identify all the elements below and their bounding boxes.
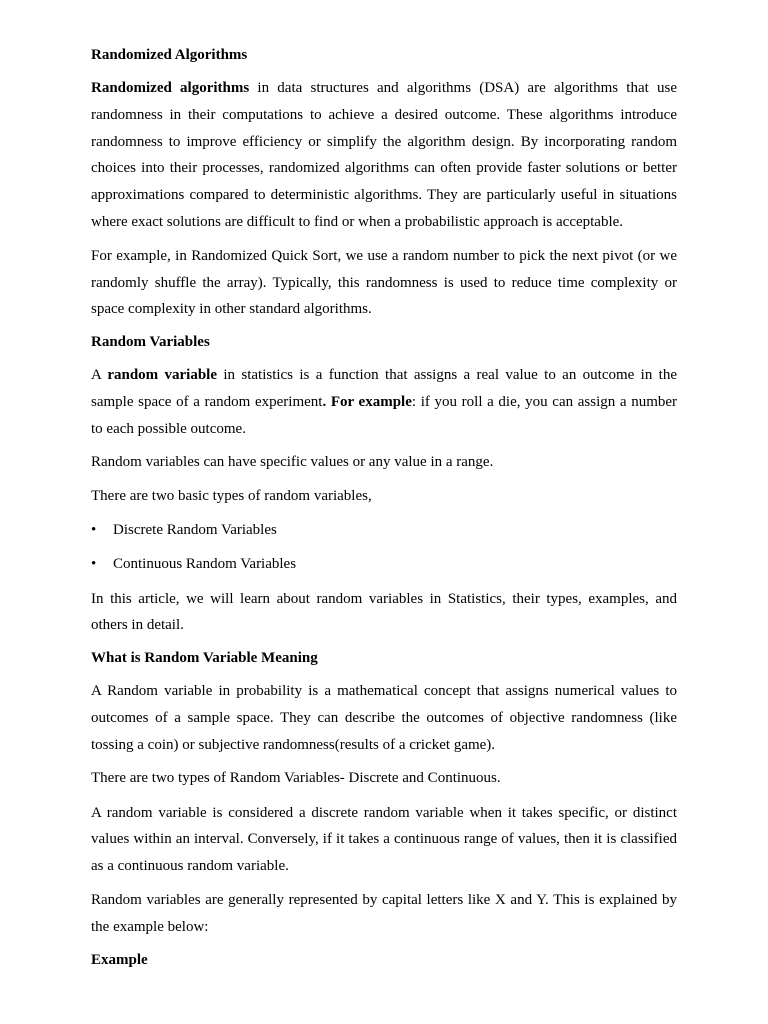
heading-randomized-algorithms: Randomized Algorithms [91,47,248,63]
bullet-icon: • [91,521,97,538]
list-item [91,518,677,542]
paragraph-meaning: A Random variable in probability is a mathematical concept that assigns numerical values to outcomes of a sample space. They can describe the outcomes of objective randomness (like tossing a coin) or subjective randomness(results of a cricket game). [91,683,677,753]
heading-random-variable-meaning: What is Random Variable Meaning [91,650,318,667]
paragraph-types-discrete-continuous: There are two types of Random Variables- Discrete and Continuous. [91,769,501,786]
heading-example: Example [91,951,148,968]
paragraph-discrete-vs-continuous: A random variable is considered a discrete random variable when it takes specific, or distinct values within an interval. Conversely, if it takes a continuous range of values, then it is classified as a continuous random variable. [91,804,677,875]
text-fragment: in statistics is a function that assigns a real value to an outcome in the sample space of a random experiment [91,367,677,410]
term-randomized-algorithms: Randomized algorithms [91,80,250,96]
paragraph-random-variable-definition [91,362,677,442]
paragraph-values-range: Random variables can have specific values or any value in a range. [91,453,494,470]
paragraph-capital-letters: Random variables are generally represented by capital letters like X and Y. This is explained by the example below: [91,891,677,935]
paragraph-two-types: There are two basic types of random variables, [91,487,372,504]
list-item [91,552,677,576]
heading-random-variables: Random Variables [91,334,210,351]
paragraph-quick-sort-example: For example, in Randomized Quick Sort, we use a random number to pick the next pivot (or we randomly shuffle the array). Typically, this randomness is used to reduce time complexity or space complexity in other standard algorithms. [91,247,677,318]
text-randomized-intro: in data structures and algorithms (DSA) are algorithms that use randomness in their computations to achieve a desired outcome. These algorithms introduce randomness to improve efficiency or simplify the algorithm design. By incorporating random choices into their processes, randomized algorithms can often provide faster solutions or better approximations compared to deterministic algorithms. They are particularly useful in situations where exact solutions are difficult to find or when a probabilistic approach is acceptable. [91,80,678,230]
term-for-example: . For example [322,393,412,410]
list-item-label: Discrete Random Variables [113,521,277,538]
term-random-variable: random variable [107,367,218,384]
paragraph-article-intro: In this article, we will learn about random variables in Statistics, their types, examples, and others in detail. [91,590,677,634]
list-variable-types [91,518,677,576]
bullet-icon: • [91,555,97,572]
paragraph-randomized-intro [91,75,677,236]
list-item-label: Continuous Random Variables [113,555,297,572]
text-fragment: : if you roll a die, you can assign a number to each possible outcome. [91,393,678,437]
text-fragment: A [91,367,108,384]
